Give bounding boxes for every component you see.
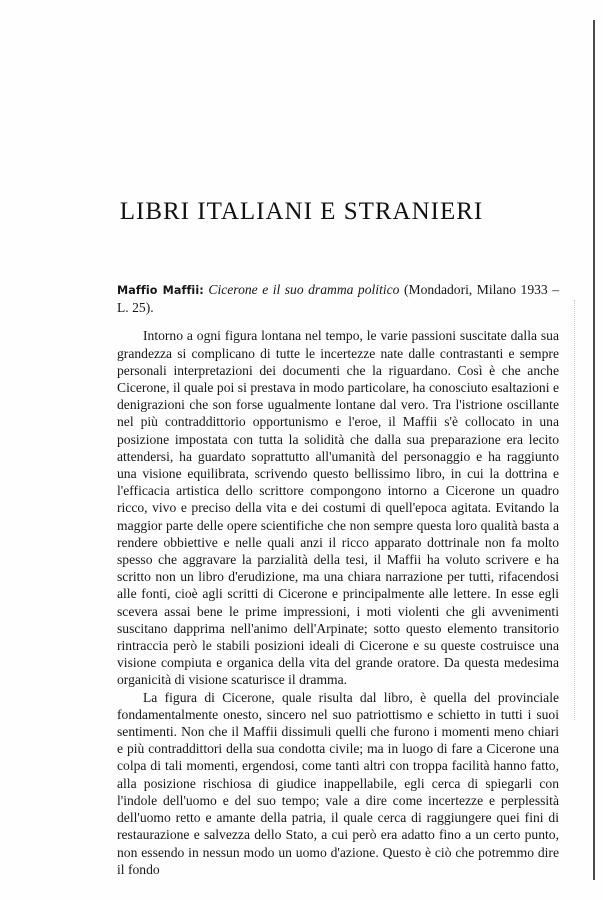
- review-header: [117, 281, 559, 316]
- book-review: [117, 281, 559, 878]
- review-paragraph-2: La figura di Cicerone, quale risulta dal libro, è quella del provinciale fondamentalmente onesto, sincero nel suo patriottismo e schietto in tutti i suoi sentimenti. Non che il Maffii dissimuli quelli che furono i momenti meno chiari e più contraddittori della sua condotta civile; ma in luogo di fare a Cicerone una colpa di tali momenti, ergendosi, come tanti altri con troppa facilità hanno fatto, alla posizione rischiosa di giudice inappellabile, egli cerca di spiegarli con l'indole dell'uomo e del suo tempo; vale a dire come incertezze e perplessità dell'uomo retto e amante della patria, il quale cerca di raggiungere quei fini di restaurazione e salvezza dello Stato, a cui però era adatto fino a un certo punto, non essendo in nessun modo un uomo d'azione. Questo è ciò che potremmo dire il fondo: [117, 689, 559, 877]
- section-title: LIBRI ITALIANI E STRANIERI: [119, 198, 484, 225]
- page-edge-line: [593, 20, 595, 880]
- page-edge-marks: [573, 300, 575, 720]
- review-book-title: Cicerone e il suo dramma politico: [208, 282, 400, 297]
- review-paragraph-1: Intorno a ogni figura lontana nel tempo, le varie passioni suscitate dalla sua grandezza si complicano di tutte le incertezze nate dalle contrastanti e sempre personali interpretazioni dei documenti che la riguardano. Così è che anche Cicerone, il quale poi si prestava in modo particolare, ha conosciuto esaltazioni e denigrazioni che son forse ugualmente lontane dal vero. Tra l'istrione oscillante nel più contraddittorio opportunismo e l'eroe, il Maffii s'è collocato in una posizione impostata con tutta la solidità che dalla sua preparazione era lecito attendersi, ha guardato soprattutto all'umanità del personaggio e ha raggiunto una visione equilibrata, scrivendo questo bellissimo libro, in cui la dottrina e l'efficacia artistica dello scrittore compongono intorno a Cicerone un quadro ricco, vivo e preciso della vita e dei costumi di quell'epoca agitata. Evitando la maggior parte delle opere scientifiche che non sempre questa loro qualità basta a rendere obbiettive e nelle quali anzi il ricco apparato dottrinale non fa molto spesso che aggravare la parzialità della tesi, il Maffii ha voluto scrivere e ha scritto non un libro d'erudizione, ma una chiara narrazione per tutti, rifacendosi alle fonti, cioè agli scritti di Cicerone e principalmente alle lettere. In esse egli scevera assai bene le prime impressioni, i moti violenti che gli avvenimenti suscitano dapprima nell'animo dell'Arpinate; sotto questo elemento transitorio rintraccia però le stabili posizioni ideali di Cicerone e su queste costruisce una visione compiuta e organica della vita del grande oratore. Da questa medesima organicità di visione scaturisce il dramma.: [117, 328, 559, 688]
- review-publication: (Mondadori, Milano 1933 – L. 25).: [117, 282, 560, 316]
- review-author: Maffio Maffii:: [117, 284, 204, 297]
